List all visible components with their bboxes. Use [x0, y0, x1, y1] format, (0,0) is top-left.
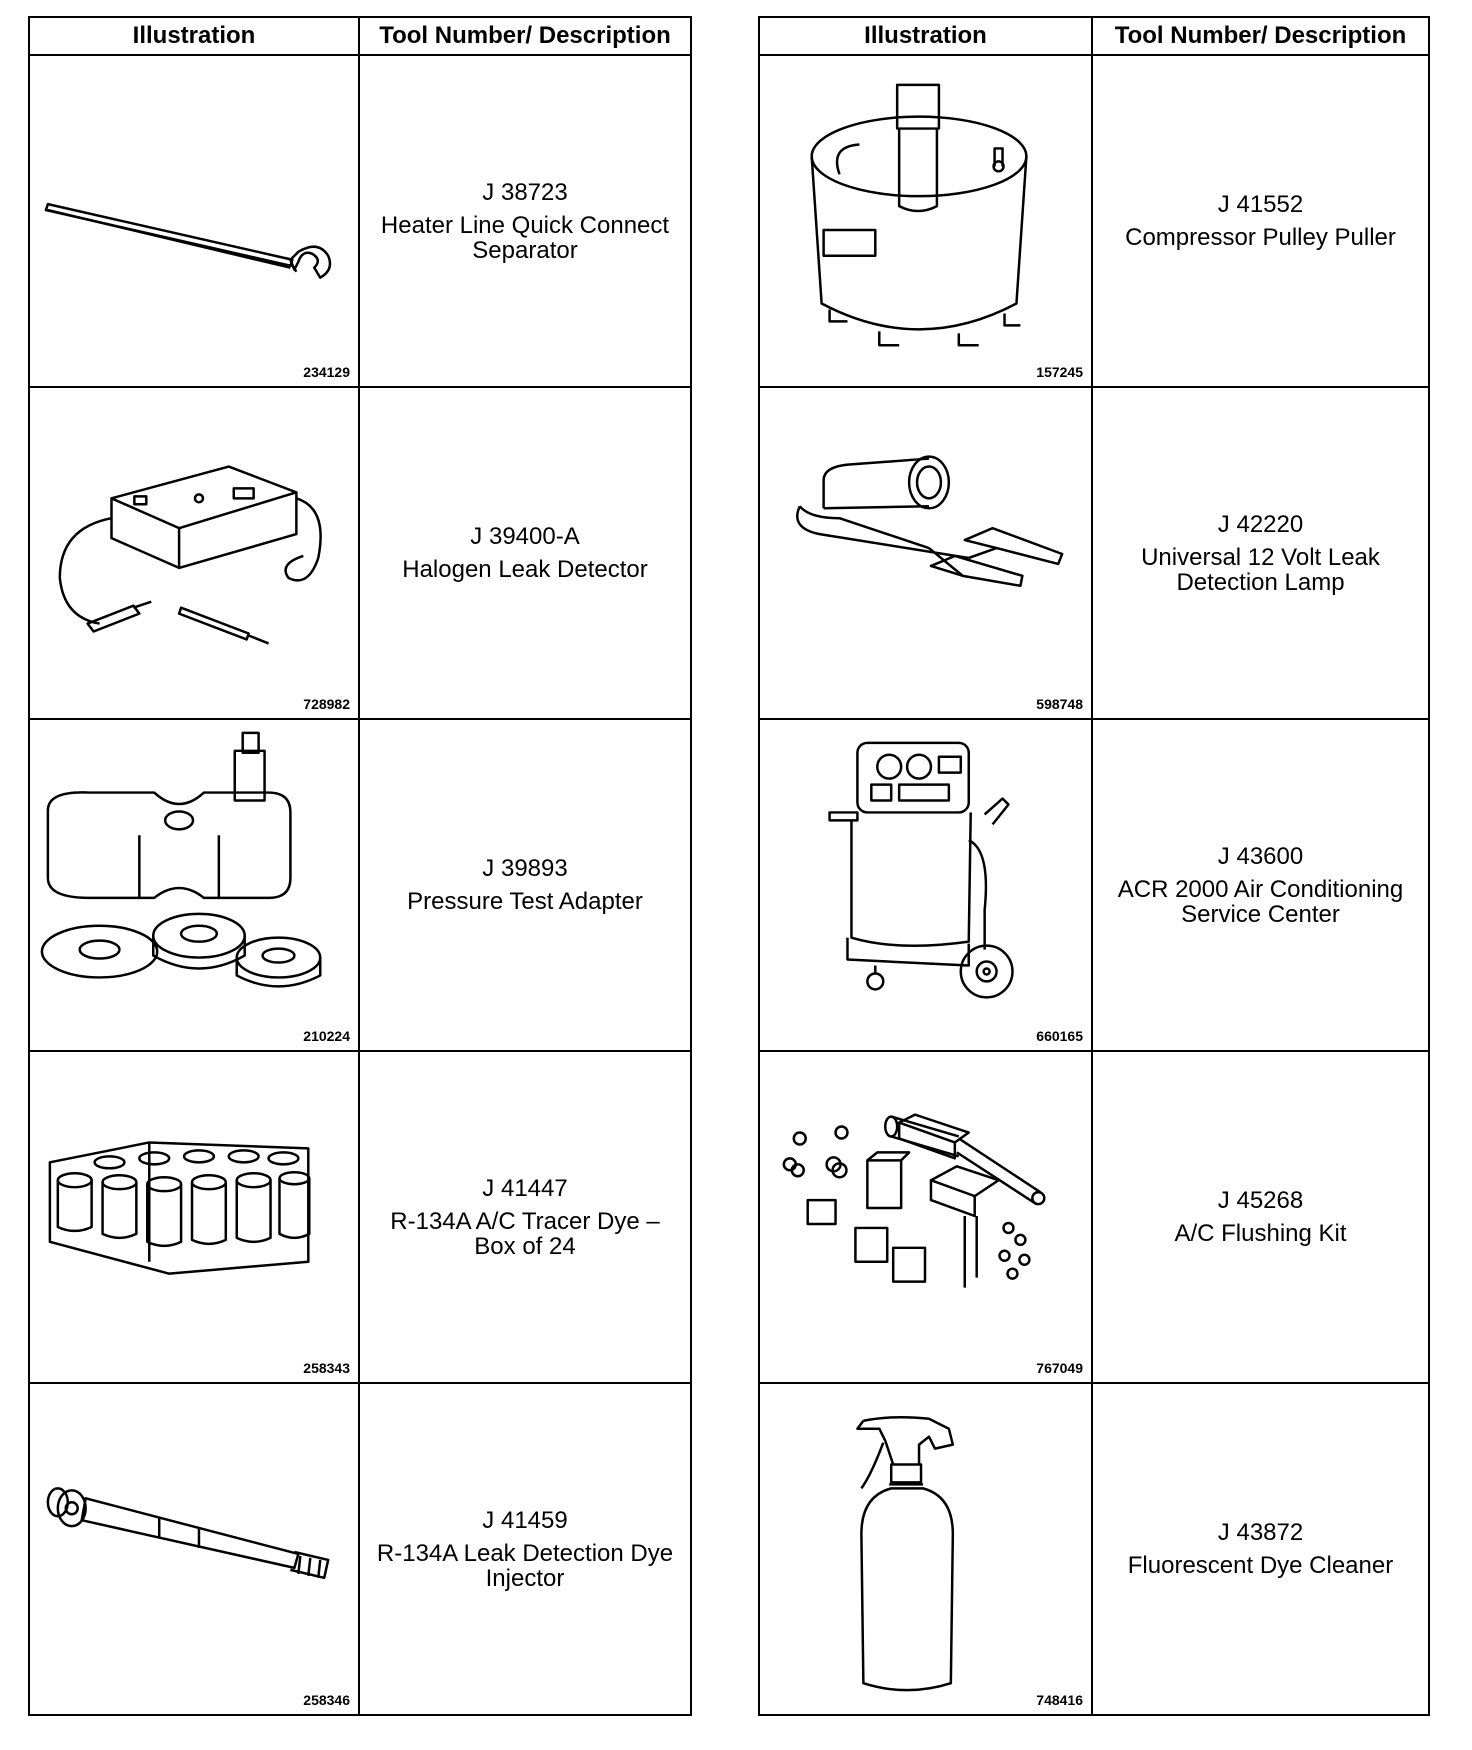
illustration-cell	[759, 719, 1092, 1051]
tool-name: ACR 2000 Air Conditioning Service Center	[1117, 875, 1404, 928]
figure-number: 210224	[303, 1028, 350, 1044]
table-row	[759, 387, 1429, 719]
tool-table-right	[758, 16, 1430, 1716]
tool-description-cell	[1092, 387, 1429, 719]
illustration-header: Illustration	[29, 17, 359, 55]
leak-detection-lamp-illustration	[760, 388, 1091, 718]
table-row	[759, 55, 1429, 387]
tool-description-header: Tool Number/ Description	[359, 17, 691, 55]
halogen-leak-detector-illustration	[30, 388, 358, 718]
table-row	[759, 719, 1429, 1051]
tool-name: Pressure Test Adapter	[407, 888, 643, 915]
table-row	[759, 1383, 1429, 1715]
tool-description-cell	[1092, 55, 1429, 387]
figure-number: 598748	[1036, 696, 1083, 712]
figure-number: 748416	[1036, 1692, 1083, 1708]
tool-number: J 41459	[482, 1506, 568, 1534]
figure-number: 660165	[1036, 1028, 1083, 1044]
tool-name: Compressor Pulley Puller	[1125, 224, 1396, 251]
illustration-header: Illustration	[759, 17, 1092, 55]
tool-name: Halogen Leak Detector	[402, 556, 648, 583]
table-row	[759, 1051, 1429, 1383]
figure-number: 728982	[303, 696, 350, 712]
figure-number: 234129	[303, 364, 350, 380]
tool-description-header: Tool Number/ Description	[1092, 17, 1429, 55]
tool-description-cell	[1092, 1383, 1429, 1715]
quick-connect-separator-illustration	[30, 56, 358, 386]
illustration-cell	[759, 387, 1092, 719]
illustration-cell	[29, 387, 359, 719]
spray-bottle-illustration	[760, 1384, 1091, 1714]
figure-number: 767049	[1036, 1360, 1083, 1376]
illustration-cell	[29, 719, 359, 1051]
tracer-dye-box-illustration	[30, 1052, 358, 1382]
ac-service-center-illustration	[760, 720, 1091, 1050]
table-row	[29, 387, 691, 719]
dye-injector-illustration	[30, 1384, 358, 1714]
table-row	[29, 55, 691, 387]
tool-description-cell	[359, 1383, 691, 1715]
tool-name: Heater Line Quick Connect Separator	[380, 211, 670, 264]
tool-number: J 41447	[482, 1174, 568, 1202]
tool-table-left	[28, 16, 692, 1716]
illustration-cell	[759, 1051, 1092, 1383]
tool-number: J 45268	[1217, 1187, 1304, 1214]
table-row	[29, 719, 691, 1051]
tool-name: A/C Flushing Kit	[1174, 1220, 1347, 1247]
tool-number: J 39893	[482, 855, 568, 882]
compressor-pulley-puller-illustration	[760, 56, 1091, 386]
tool-name: R-134A Leak Detection Dye Injector	[376, 1539, 674, 1592]
illustration-cell	[759, 1383, 1092, 1715]
figure-number: 258346	[303, 1692, 350, 1708]
tool-description-cell	[1092, 1051, 1429, 1383]
illustration-cell	[29, 1383, 359, 1715]
tool-number: J 43600	[1217, 842, 1304, 870]
table-row	[29, 1051, 691, 1383]
tool-description-cell	[359, 1051, 691, 1383]
figure-number: 157245	[1036, 364, 1083, 380]
tool-description-cell	[359, 55, 691, 387]
tool-name: R-134A A/C Tracer Dye – Box of 24	[390, 1207, 660, 1260]
tool-number: J 38723	[482, 178, 568, 206]
header-row	[759, 17, 1429, 55]
pressure-test-adapter-illustration	[30, 720, 358, 1050]
tool-description-cell	[359, 387, 691, 719]
figure-number: 258343	[303, 1360, 350, 1376]
tool-name: Universal 12 Volt Leak Detection Lamp	[1141, 543, 1380, 596]
illustration-cell	[29, 55, 359, 387]
tool-description-cell	[1092, 719, 1429, 1051]
table-row	[29, 1383, 691, 1715]
tool-description-cell	[359, 719, 691, 1051]
tool-number: J 41552	[1217, 191, 1304, 218]
tool-number: J 39400-A	[470, 523, 580, 550]
header-row	[29, 17, 691, 55]
tool-number: J 42220	[1217, 510, 1304, 538]
flushing-kit-illustration	[760, 1052, 1091, 1382]
illustration-cell	[29, 1051, 359, 1383]
tool-number: J 43872	[1217, 1519, 1304, 1546]
tool-name: Fluorescent Dye Cleaner	[1127, 1552, 1394, 1579]
illustration-cell	[759, 55, 1092, 387]
